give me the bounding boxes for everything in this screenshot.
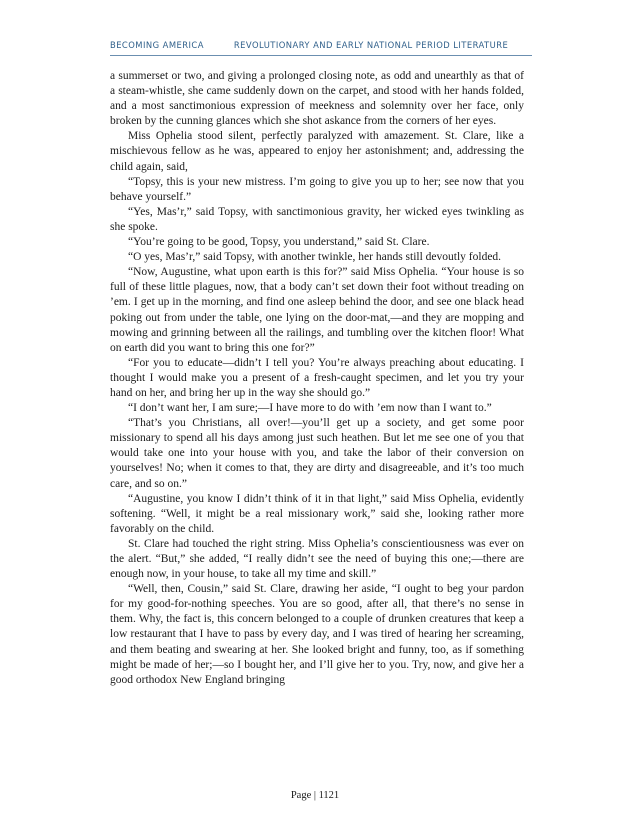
paragraph: “I don’t want her, I am sure;—I have more to do with ’em now than I want to.”: [128, 402, 492, 415]
header-rule: [110, 55, 532, 56]
page-number: Page | 1121: [290, 790, 340, 801]
header-section-title: REVOLUTIONARY AND EARLY NATIONAL PERIOD LITERATURE: [233, 40, 509, 50]
paragraph: “Yes, Mas’r,” said Topsy, with sanctimonious gravity, her wicked eyes twinkling as she spoke.: [110, 205, 524, 233]
paragraph: “Well, then, Cousin,” said St. Clare, drawing her aside, “I ought to beg your pardon for my good-for-nothing speeches. You are so good, after all, that there’s no sense in them. Why, the fact is, this concern belonged to a couple of drunken creatures that keep a low restaurant that I have to pass by every day, and I was tired of hearing her screaming, and them beating and swearing at her. She looked bright and funny, too, as if something might be made of her;—so I bought her, and I’ll give her to you. Try, now, and give her a good orthodox New England bringing: [110, 583, 524, 686]
header-book-title: BECOMING AMERICA: [110, 40, 204, 50]
paragraph: a summerset or two, and giving a prolonged closing note, as odd and unearthly as that of a steam-whistle, she came suddenly down on the carpet, and stood with her hands folded, and a most sanctimonious expression of meekness and solemnity over her face, only broken by the cunning glances which she shot askance from the corners of her eyes.: [110, 70, 524, 128]
paragraph: “Now, Augustine, what upon earth is this for?” said Miss Ophelia. “Your house is so full of these little plagues, now, that a body can’t set down their foot without treading on ’em. I get up in the morning, and find one asleep behind the door, and see one black head poking out from under the table, one lying on the door-mat,—and they are mopping and mowing and grinning between all the railings, and tumbling over the kitchen floor! What on earth did you want to bring this one for?”: [110, 266, 524, 354]
paragraph: “Topsy, this is your new mistress. I’m going to give you up to her; see now that you behave yourself.”: [110, 175, 524, 203]
paragraph: Miss Ophelia stood silent, perfectly paralyzed with amazement. St. Clare, like a mischievous fellow as he was, appeared to enjoy her astonishment; and, addressing the child again, said,: [110, 130, 524, 173]
paragraph: St. Clare had touched the right string. Miss Ophelia’s conscientiousness was ever on the alert. “But,” she added, “I really didn’t see the need of buying this one;—there are enough now, in your house, to take all my time and skill.”: [110, 537, 524, 581]
body-text: [110, 69, 524, 688]
paragraph: “O yes, Mas’r,” said Topsy, with another twinkle, her hands still devoutly folded.: [128, 251, 502, 264]
paragraph: “Augustine, you know I didn’t think of it in that light,” said Miss Ophelia, evidently softening. “Well, it might be a real missionary work,” said she, looking rather more favorably on the child.: [110, 492, 524, 535]
paragraph: “That’s you Christians, all over!—you’ll get up a society, and get some poor missionary to spend all his days among just such heathen. But let me see one of you that would take one into your house with you, and take the labor of their conversion on yourselves! No; when it comes to that, they are dirty and disagreeable, and it’s too much care, and so on.”: [110, 417, 524, 490]
running-header: [110, 40, 532, 50]
paragraph: “You’re going to be good, Topsy, you understand,” said St. Clare.: [128, 236, 430, 249]
paragraph: “For you to educate—didn’t I tell you? You’re always preaching about educating. I thought I would make you a present of a fresh-caught specimen, and let you try your hand on her, and bring her up in the way she should go.”: [110, 356, 524, 399]
